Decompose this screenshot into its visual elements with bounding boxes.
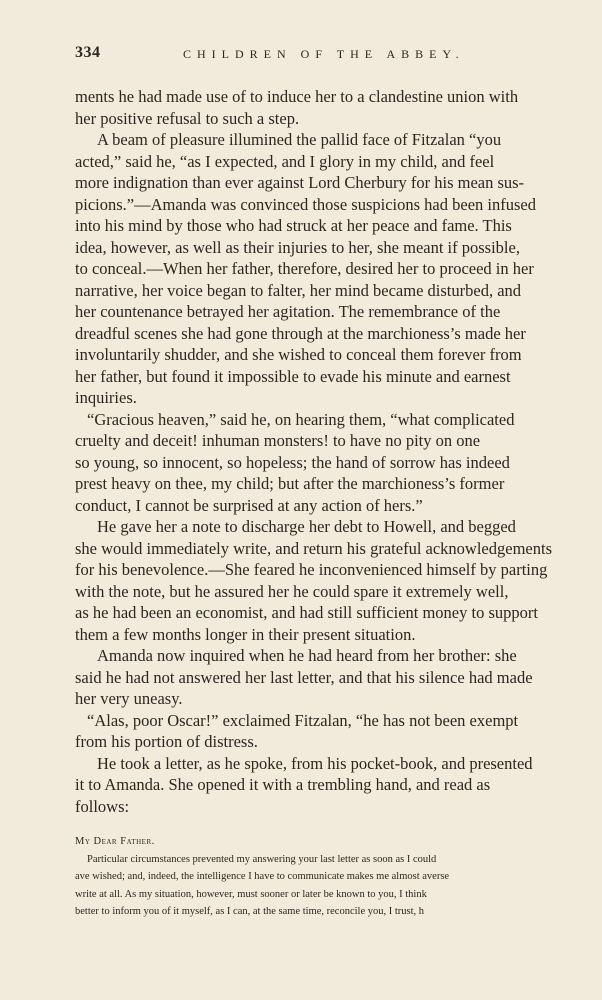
text-line: to conceal.—When her father, therefore, desired her to proceed in her: [75, 259, 534, 278]
text-line: her very uneasy.: [75, 689, 183, 708]
text-line: idea, however, as well as their injuries to her, she meant if possible,: [75, 237, 520, 257]
page-number: 334: [75, 44, 101, 61]
letter-line: Particular circumstances prevented my answering your last letter as soon as I could: [87, 853, 437, 865]
letter-line: write at all. As my situation, however, must sooner or later be known to you, I think: [75, 888, 427, 900]
text-line: “Gracious heaven,” said he, on hearing them, “what complicated: [87, 409, 515, 429]
text-line: said he had not answered her last letter, and that his silence had made: [75, 667, 533, 687]
body-text: [75, 86, 555, 817]
text-line: it to Amanda. She opened it with a trembling hand, and read as: [75, 775, 491, 794]
text-line: as he had been an economist, and had still sufficient money to support: [75, 603, 538, 622]
text-line: so young, so innocent, so hopeless; the hand of sorrow has indeed: [75, 452, 510, 472]
text-line: from his portion of distress.: [75, 732, 258, 751]
text-line: picions.”—Amanda was convinced those suspicions had been infused: [75, 194, 536, 214]
text-line: involuntarily shudder, and she wished to conceal them forever from: [75, 345, 522, 364]
letter-salutation: My Dear Father.: [75, 836, 155, 847]
text-line: into his mind by those who had struck at her peace and fame. This: [75, 216, 512, 235]
running-title: CHILDREN OF THE ABBEY.: [183, 47, 465, 61]
text-line: “Alas, poor Oscar!” exclaimed Fitzalan, “he has not been exempt: [87, 710, 519, 730]
text-line: her father, but found it impossible to evade his minute and earnest: [75, 366, 511, 386]
text-line: more indignation than ever against Lord Cherbury for his mean sus-: [75, 173, 525, 192]
text-line: He took a letter, as he spoke, from his pocket-book, and presented: [97, 753, 533, 773]
text-line: prest heavy on thee, my child; but after the marchioness’s former: [75, 474, 505, 493]
text-line: inquiries.: [75, 388, 137, 407]
text-line: He gave her a note to discharge her debt to Howell, and begged: [97, 517, 516, 536]
letter-line: better to inform you of it myself, as I can, at the same time, reconcile you, I trust, h: [75, 906, 425, 917]
text-line: Amanda now inquired when he had heard from her brother: she: [97, 646, 517, 665]
text-line: A beam of pleasure illumined the pallid face of Fitzalan “you: [97, 130, 502, 149]
text-line: them a few months longer in their present situation.: [75, 624, 416, 644]
text-line: her countenance betrayed her agitation. The remembrance of the: [75, 302, 501, 321]
page-header: [75, 44, 555, 64]
text-line: her positive refusal to such a step.: [75, 108, 300, 128]
quoted-letter: [75, 833, 555, 921]
text-line: cruelty and deceit! inhuman monsters! to have no pity on one: [75, 431, 481, 450]
text-line: ments he had made use of to induce her to a clandestine union with: [75, 87, 519, 106]
text-line: for his benevolence.—She feared he inconvenienced himself by parting: [75, 560, 548, 579]
text-line: conduct, I cannot be surprised at any action of hers.”: [75, 495, 423, 515]
text-line: follows:: [75, 796, 130, 816]
text-line: she would immediately write, and return his grateful acknowledgements: [75, 538, 552, 558]
text-line: dreadful scenes she had gone through at the marchioness’s made her: [75, 323, 526, 343]
text-line: with the note, but he assured her he could spare it extremely well,: [75, 581, 509, 601]
text-line: narrative, her voice began to falter, her mind became disturbed, and: [75, 280, 522, 300]
letter-line: ave wished; and, indeed, the intelligence I have to communicate makes me almost averse: [75, 871, 450, 882]
text-line: acted,” said he, “as I expected, and I glory in my child, and feel: [75, 151, 495, 171]
